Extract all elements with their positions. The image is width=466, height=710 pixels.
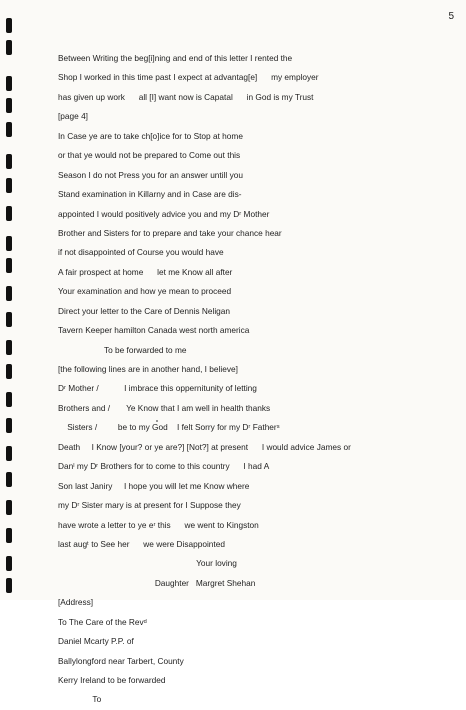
binder-hole bbox=[6, 178, 12, 193]
text-line: Your loving bbox=[58, 558, 237, 569]
text-line: Between Writing the beg[i]ning and end of this letter I rented the bbox=[58, 53, 293, 63]
binder-hole bbox=[6, 312, 12, 327]
text-line: have wrote a letter to ye eʳ this we went to Kingston bbox=[58, 519, 259, 530]
binder-holes bbox=[0, 0, 20, 600]
binder-hole bbox=[6, 578, 12, 593]
text-line: Your examination and how ye mean to proceed bbox=[58, 286, 232, 297]
text-line: Shop I worked in this time past I expect at advantag[e] my employer bbox=[58, 72, 319, 83]
text-line: Stand examination in Killarny and in Case are dis- bbox=[58, 189, 242, 200]
text-line: To The Care of the Revᵈ bbox=[58, 616, 147, 627]
text-line: To bbox=[58, 694, 102, 705]
binder-hole bbox=[6, 98, 12, 113]
text-line: Daughter Margret Shehan bbox=[58, 577, 256, 588]
text-line: To be forwarded to me bbox=[58, 344, 187, 355]
text-line: last augᵗ to See her we were Disappointed bbox=[58, 538, 225, 549]
binder-hole bbox=[6, 76, 12, 91]
binder-hole bbox=[6, 500, 12, 515]
binder-hole bbox=[6, 154, 12, 169]
binder-hole bbox=[6, 340, 12, 355]
binder-hole bbox=[6, 418, 12, 433]
binder-hole bbox=[6, 392, 12, 407]
text-line: Brother and Sisters for to prepare and take your chance hear bbox=[58, 227, 282, 238]
text-line: my Dʳ Sister mary is at present for I Suppose they bbox=[58, 500, 241, 511]
binder-hole bbox=[6, 40, 12, 55]
text-line: if not disappointed of Course you would have bbox=[58, 247, 224, 258]
text-line: Son last Janiry I hope you will let me Know where bbox=[58, 480, 250, 491]
binder-hole bbox=[6, 528, 12, 543]
page-number: 5 bbox=[448, 11, 454, 22]
text-line: has given up work all [I] want now is Capatal in God is my Trust bbox=[58, 91, 314, 102]
text-line: [Address] bbox=[58, 597, 94, 608]
text-line: [page 4] bbox=[58, 111, 88, 122]
binder-hole bbox=[6, 286, 12, 301]
binder-hole bbox=[6, 556, 12, 571]
binder-hole bbox=[6, 446, 12, 461]
text-line: Danˡ my Dʳ Brothers for to come to this country I had A bbox=[58, 461, 270, 472]
text-line: [the following lines are in another hand, I believe] bbox=[58, 364, 238, 374]
binder-hole bbox=[6, 236, 12, 251]
text-line: Sisters / be to my God I felt Sorry for my Dʳ Fatherˢ bbox=[58, 422, 280, 433]
text-line: Death I Know [your? or ye are?] [Not?] at present I would advice James or bbox=[58, 441, 351, 452]
text-line: Ballylongford near Tarbert, County bbox=[58, 655, 184, 666]
text-line: appointed I would positively advice you and my Dʳ Mother bbox=[58, 208, 270, 219]
text-line: or that ye would not be prepared to Come out this bbox=[58, 150, 241, 161]
text-line: A fair prospect at home let me Know all after bbox=[58, 266, 233, 277]
binder-hole bbox=[6, 258, 12, 273]
text-line: In Case ye are to take ch[o]ice for to Stop at home bbox=[58, 130, 243, 141]
binder-hole bbox=[6, 18, 12, 33]
text-line: Daniel Mcarty P.P. of bbox=[58, 636, 134, 647]
text-line: Direct your letter to the Care of Dennis Neligan bbox=[58, 305, 231, 316]
text-line: Tavern Keeper hamilton Canada west north america bbox=[58, 325, 250, 336]
text-line: Brothers and / Ye Know that I am well in health thanks bbox=[58, 402, 271, 413]
text-line: Dʳ Mother / I imbrace this oppernitunity of letting bbox=[58, 383, 257, 394]
binder-hole bbox=[6, 206, 12, 221]
binder-hole bbox=[6, 364, 12, 379]
speck-mark bbox=[156, 420, 158, 422]
letter-text bbox=[58, 49, 458, 710]
binder-hole bbox=[6, 122, 12, 137]
text-line: Season I do not Press you for an answer untill you bbox=[58, 169, 243, 180]
text-line: Kerry Ireland to be forwarded bbox=[58, 675, 166, 685]
binder-hole bbox=[6, 472, 12, 487]
